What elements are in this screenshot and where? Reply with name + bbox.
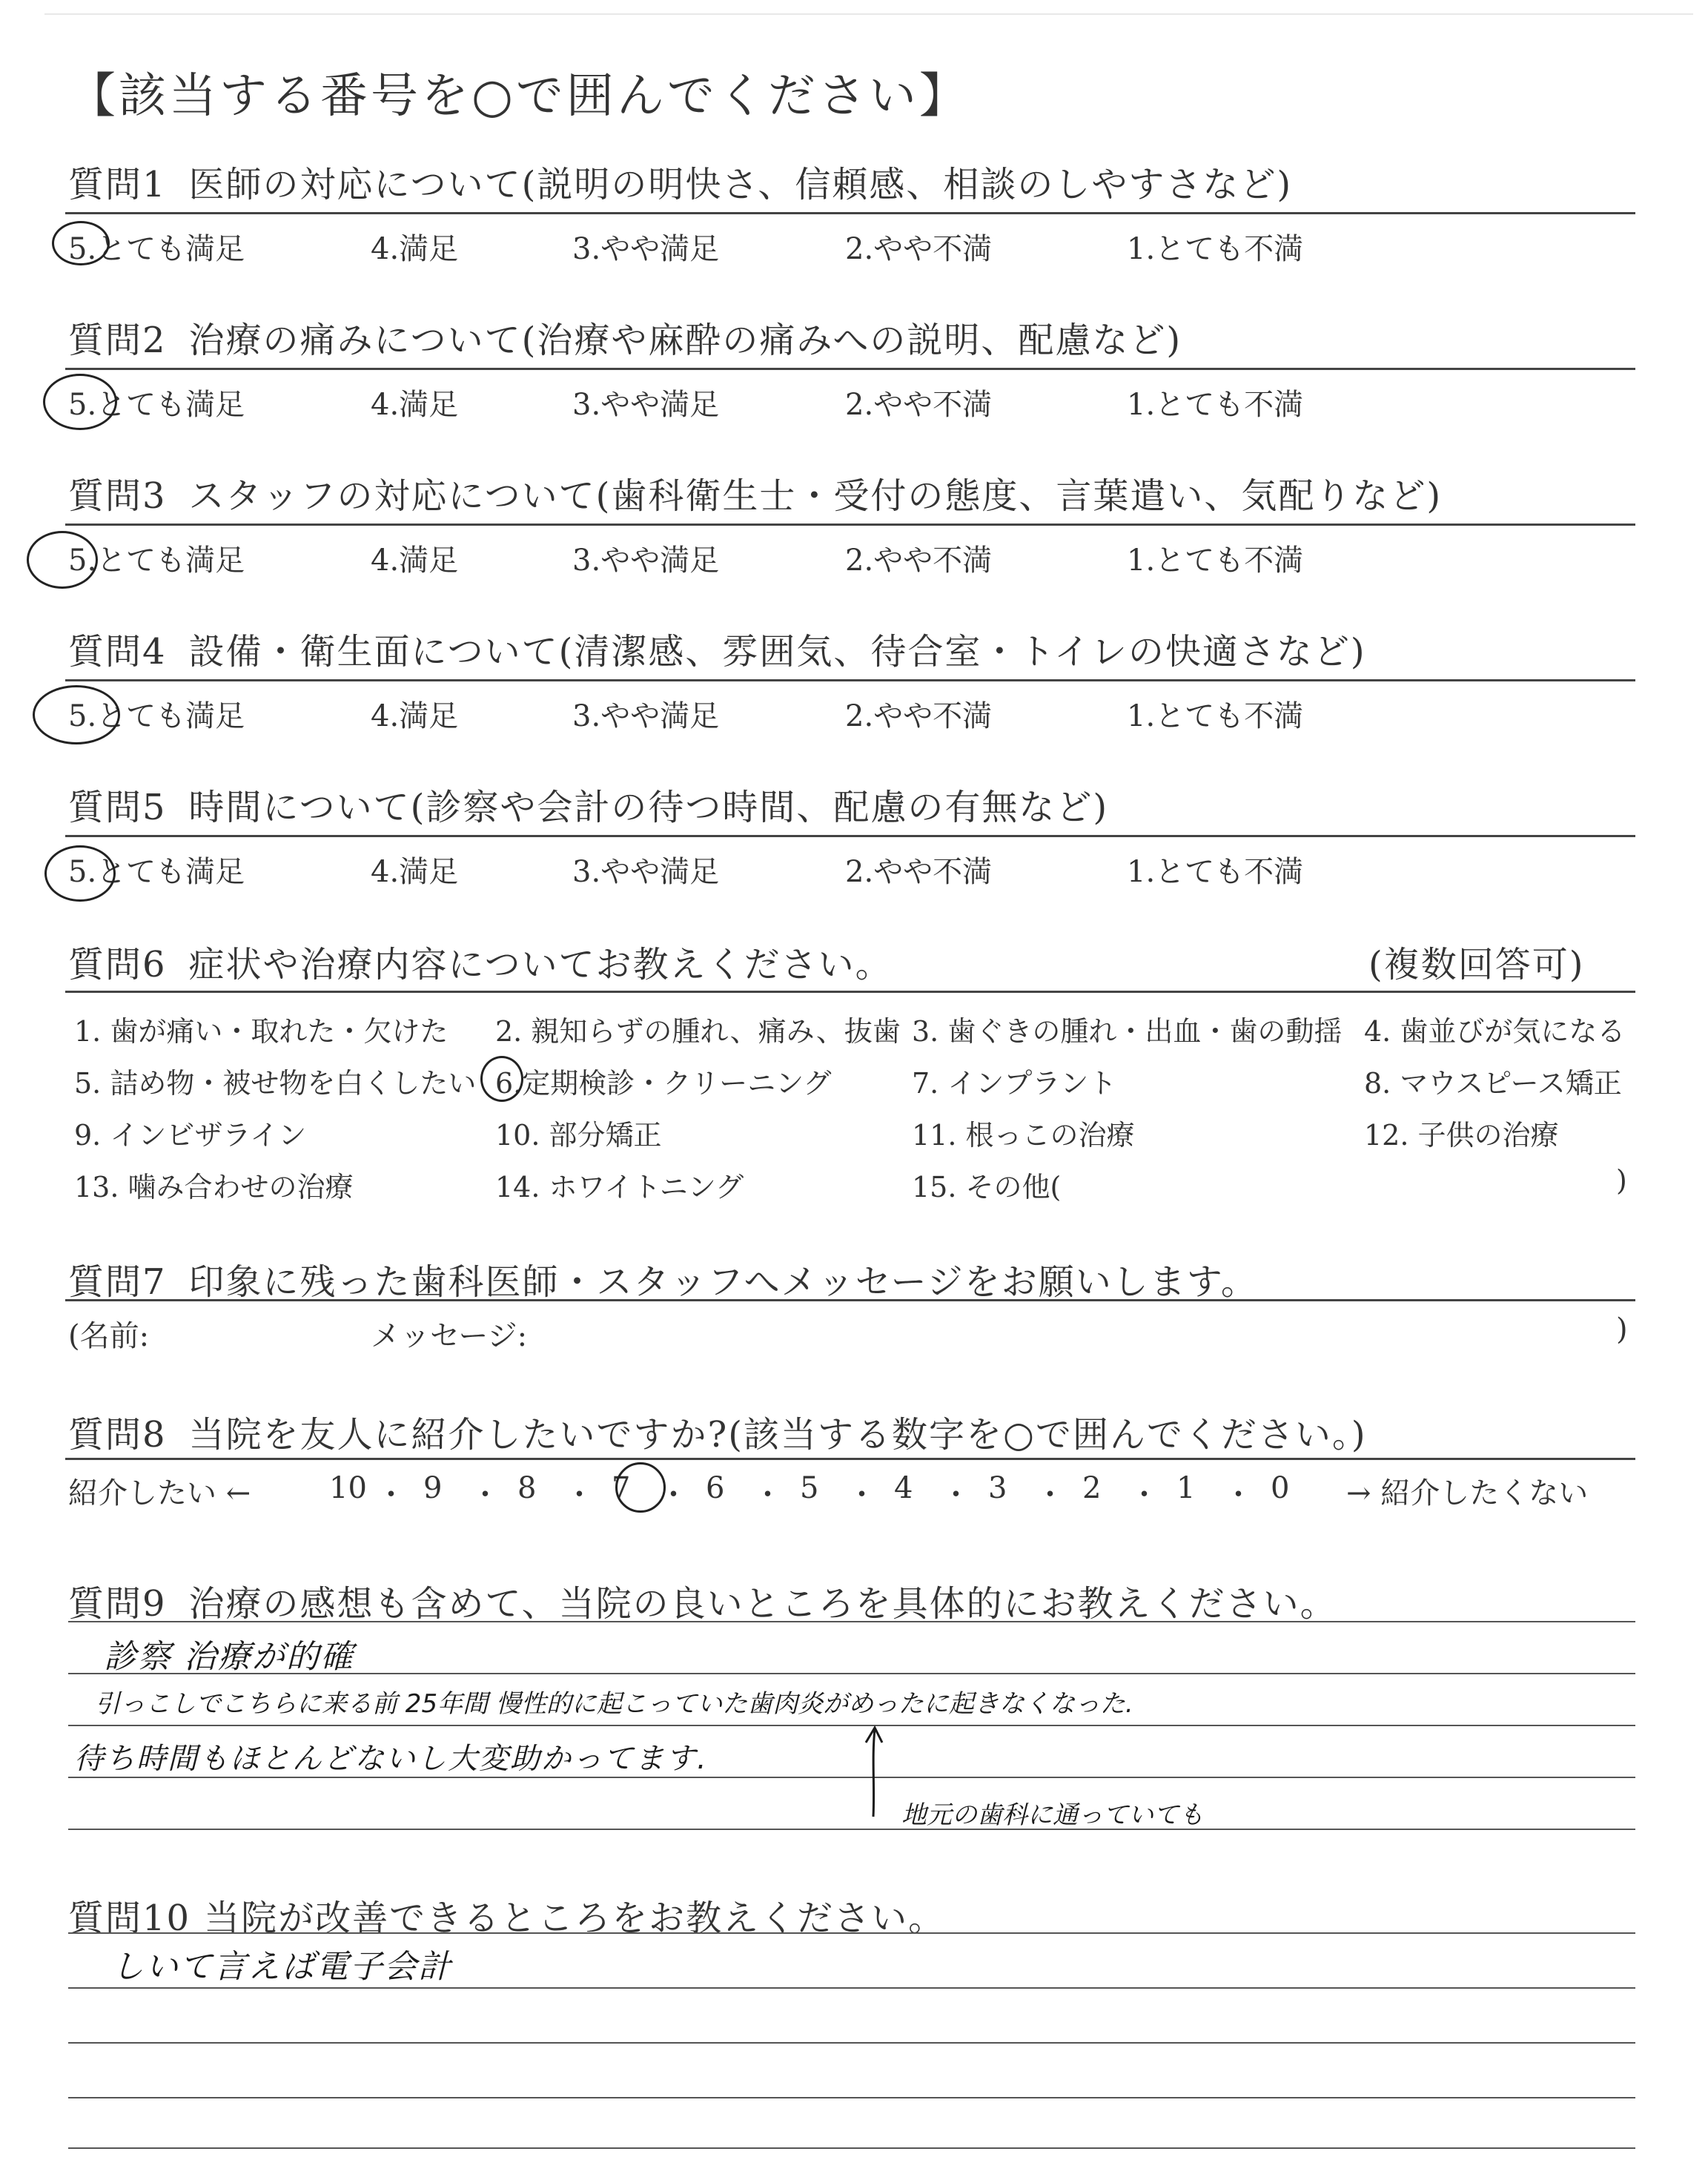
selection-circle <box>33 685 120 744</box>
question-number: 質問1 <box>68 164 167 205</box>
divider <box>65 368 1635 370</box>
answer-line <box>68 1987 1635 1989</box>
option-4[interactable]: 4.満足 <box>371 699 459 733</box>
symptom-option-4[interactable]: 4. 歯並びが気になる <box>1364 1015 1626 1048</box>
scale-value-9[interactable]: 9 <box>423 1471 443 1505</box>
option-4[interactable]: 4.満足 <box>371 855 459 889</box>
divider <box>65 1458 1635 1460</box>
scale-separator: ・ <box>564 1478 595 1512</box>
question-number: 質問5 <box>68 787 167 828</box>
symptom-option-8[interactable]: 8. マウスピース矯正 <box>1364 1067 1622 1100</box>
insertion-arrow <box>853 1720 897 1824</box>
question-6-title <box>68 936 893 987</box>
symptom-option-15[interactable]: 15. その他( <box>912 1171 1062 1203</box>
question-2-title <box>68 311 1182 363</box>
option-4[interactable]: 4.満足 <box>371 388 459 422</box>
question-text: 設備・衛生面について(清潔感、雰囲気、待合室・トイレの快適さなど) <box>188 631 1366 673</box>
question-4-title <box>68 623 1366 674</box>
question-5-title <box>68 779 1108 830</box>
option-5[interactable]: 5.とても満足 <box>68 232 245 266</box>
symptom-option-14[interactable]: 14. ホワイトニング <box>495 1171 744 1203</box>
symptom-option-1[interactable]: 1. 歯が痛い・取れた・欠けた <box>74 1015 448 1048</box>
question-number: 質問7 <box>68 1261 167 1303</box>
question-number: 質問10 <box>68 1898 191 1939</box>
question-text: 当院を友人に紹介したいですか?(該当する数字を○で囲んでください。) <box>188 1414 1367 1456</box>
scale-value-2[interactable]: 2 <box>1082 1471 1102 1505</box>
divider <box>65 991 1635 993</box>
option-2[interactable]: 2.やや不満 <box>845 388 993 422</box>
option-3[interactable]: 3.やや満足 <box>572 232 720 266</box>
question-3-title <box>68 467 1442 518</box>
scale-separator: ・ <box>376 1478 406 1512</box>
divider <box>65 1299 1635 1301</box>
question-text: 医師の対応について(説明の明快さ、信頼感、相談のしやすさなど) <box>188 164 1293 205</box>
question-number: 質問9 <box>68 1583 167 1625</box>
scale-separator: ・ <box>1129 1478 1159 1512</box>
option-5[interactable]: 5.とても満足 <box>68 699 245 733</box>
option-5[interactable]: 5.とても満足 <box>68 544 245 578</box>
symptom-option-3[interactable]: 3. 歯ぐきの腫れ・出血・歯の動揺 <box>912 1015 1343 1048</box>
scale-separator: ・ <box>470 1478 500 1512</box>
option-1[interactable]: 1.とても不満 <box>1127 699 1304 733</box>
divider <box>65 679 1635 681</box>
selection-circle <box>615 1462 666 1513</box>
message-close-paren: ) <box>1616 1312 1628 1347</box>
answer-line <box>68 2042 1635 2044</box>
scale-value-1[interactable]: 1 <box>1176 1471 1196 1505</box>
scale-separator: ・ <box>941 1478 971 1512</box>
option-2[interactable]: 2.やや不満 <box>845 232 993 266</box>
answer-line <box>68 1829 1635 1830</box>
symptom-option-13[interactable]: 13. 噛み合わせの治療 <box>74 1171 354 1203</box>
recommend-right-label: → 紹介したくない <box>1346 1476 1589 1510</box>
question-text: 印象に残った歯科医師・スタッフへメッセージをお願いします。 <box>188 1261 1258 1303</box>
scale-separator: ・ <box>658 1478 689 1512</box>
selection-circle <box>52 221 110 265</box>
symptom-option-10[interactable]: 10. 部分矯正 <box>495 1119 662 1152</box>
scale-value-7[interactable]: 7 <box>612 1471 631 1505</box>
handwritten-answer-line: 引っこしでこちらに来る前 25年間 慢性的に起こっていた歯肉炎がめったに起きなくなった. <box>95 1689 1133 1719</box>
question-7-title <box>68 1253 1258 1304</box>
option-2[interactable]: 2.やや不満 <box>845 544 993 578</box>
option-3[interactable]: 3.やや満足 <box>572 388 720 422</box>
option-3[interactable]: 3.やや満足 <box>572 855 720 889</box>
answer-line <box>68 1621 1635 1622</box>
option-5[interactable]: 5.とても満足 <box>68 388 245 422</box>
question-text: 治療の痛みについて(治療や麻酔の痛みへの説明、配慮など) <box>188 320 1182 361</box>
question-number: 質問2 <box>68 320 167 361</box>
scale-value-3[interactable]: 3 <box>988 1471 1007 1505</box>
scale-value-0[interactable]: 0 <box>1271 1471 1290 1505</box>
option-1[interactable]: 1.とても不満 <box>1127 232 1304 266</box>
answer-line <box>68 1932 1635 1934</box>
option-1[interactable]: 1.とても不満 <box>1127 855 1304 889</box>
message-label: メッセージ: <box>371 1319 528 1353</box>
symptom-option-5[interactable]: 5. 詰め物・被せ物を白くしたい <box>74 1067 477 1100</box>
selection-circle <box>44 845 116 902</box>
divider <box>65 835 1635 837</box>
option-1[interactable]: 1.とても不満 <box>1127 388 1304 422</box>
question-number: 質問3 <box>68 475 167 517</box>
handwritten-annotation: 地元の歯科に通っていても <box>901 1800 1204 1830</box>
symptom-option-7[interactable]: 7. インプラント <box>912 1067 1117 1100</box>
answer-line <box>68 2147 1635 2149</box>
question-text: 当院が改善できるところをお教えください。 <box>204 1898 946 1939</box>
scale-value-6[interactable]: 6 <box>706 1471 725 1505</box>
recommend-left-label: 紹介したい ← <box>68 1476 251 1510</box>
question-text: 症状や治療内容についてお教えください。 <box>188 944 893 985</box>
selection-circle <box>43 374 117 430</box>
question-9-title <box>68 1575 1337 1626</box>
question-text: 治療の感想も含めて、当院の良いところを具体的にお教えください。 <box>188 1583 1337 1625</box>
symptom-option-11[interactable]: 11. 根っこの治療 <box>912 1119 1135 1152</box>
scale-value-10[interactable]: 10 <box>329 1471 367 1505</box>
other-close-paren: ) <box>1616 1164 1627 1197</box>
top-border <box>44 13 1693 15</box>
scale-value-4[interactable]: 4 <box>894 1471 913 1505</box>
selection-circle <box>480 1056 523 1102</box>
answer-line <box>68 2097 1635 2098</box>
handwritten-answer-line: しいて言えば電子会計 <box>111 1948 452 1986</box>
question-8-title <box>68 1406 1367 1457</box>
multiple-answers-note: (複数回答可) <box>1368 944 1585 985</box>
question-number: 質問8 <box>68 1414 167 1456</box>
answer-line <box>68 1725 1635 1726</box>
question-1-title <box>68 156 1292 207</box>
question-text: スタッフの対応について(歯科衛生士・受付の態度、言葉遣い、気配りなど) <box>188 475 1443 517</box>
page-title: 【該当する番号を○で囲んでください】 <box>68 69 970 124</box>
divider <box>65 524 1635 526</box>
option-5[interactable]: 5.とても満足 <box>68 855 245 889</box>
scale-separator: ・ <box>1223 1478 1254 1512</box>
symptom-option-2[interactable]: 2. 親知らずの腫れ、痛み、抜歯 <box>495 1015 901 1048</box>
scale-separator: ・ <box>847 1478 877 1512</box>
scale-separator: ・ <box>752 1478 783 1512</box>
symptom-option-12[interactable]: 12. 子供の治療 <box>1364 1119 1559 1152</box>
divider <box>65 212 1635 214</box>
scale-separator: ・ <box>1035 1478 1065 1512</box>
option-2[interactable]: 2.やや不満 <box>845 699 993 733</box>
question-text: 時間について(診察や会計の待つ時間、配慮の有無など) <box>188 787 1109 828</box>
name-label: (名前: <box>68 1319 150 1353</box>
scale-value-5[interactable]: 5 <box>800 1471 819 1505</box>
option-3[interactable]: 3.やや満足 <box>572 699 720 733</box>
question-number: 質問6 <box>68 944 167 985</box>
scale-value-8[interactable]: 8 <box>517 1471 537 1505</box>
option-1[interactable]: 1.とても不満 <box>1127 544 1304 578</box>
question-number: 質問4 <box>68 631 167 673</box>
option-4[interactable]: 4.満足 <box>371 544 459 578</box>
option-4[interactable]: 4.満足 <box>371 232 459 266</box>
option-2[interactable]: 2.やや不満 <box>845 855 993 889</box>
symptom-option-9[interactable]: 9. インビザライン <box>74 1119 307 1152</box>
handwritten-answer-line: 診察 治療が的確 <box>104 1638 354 1676</box>
selection-circle <box>27 531 98 589</box>
handwritten-answer-line: 待ち時間もほとんどないし大変助かってます. <box>74 1742 708 1776</box>
symptom-option-6[interactable]: 6.定期検診・クリーニング <box>495 1067 832 1100</box>
option-3[interactable]: 3.やや満足 <box>572 544 720 578</box>
